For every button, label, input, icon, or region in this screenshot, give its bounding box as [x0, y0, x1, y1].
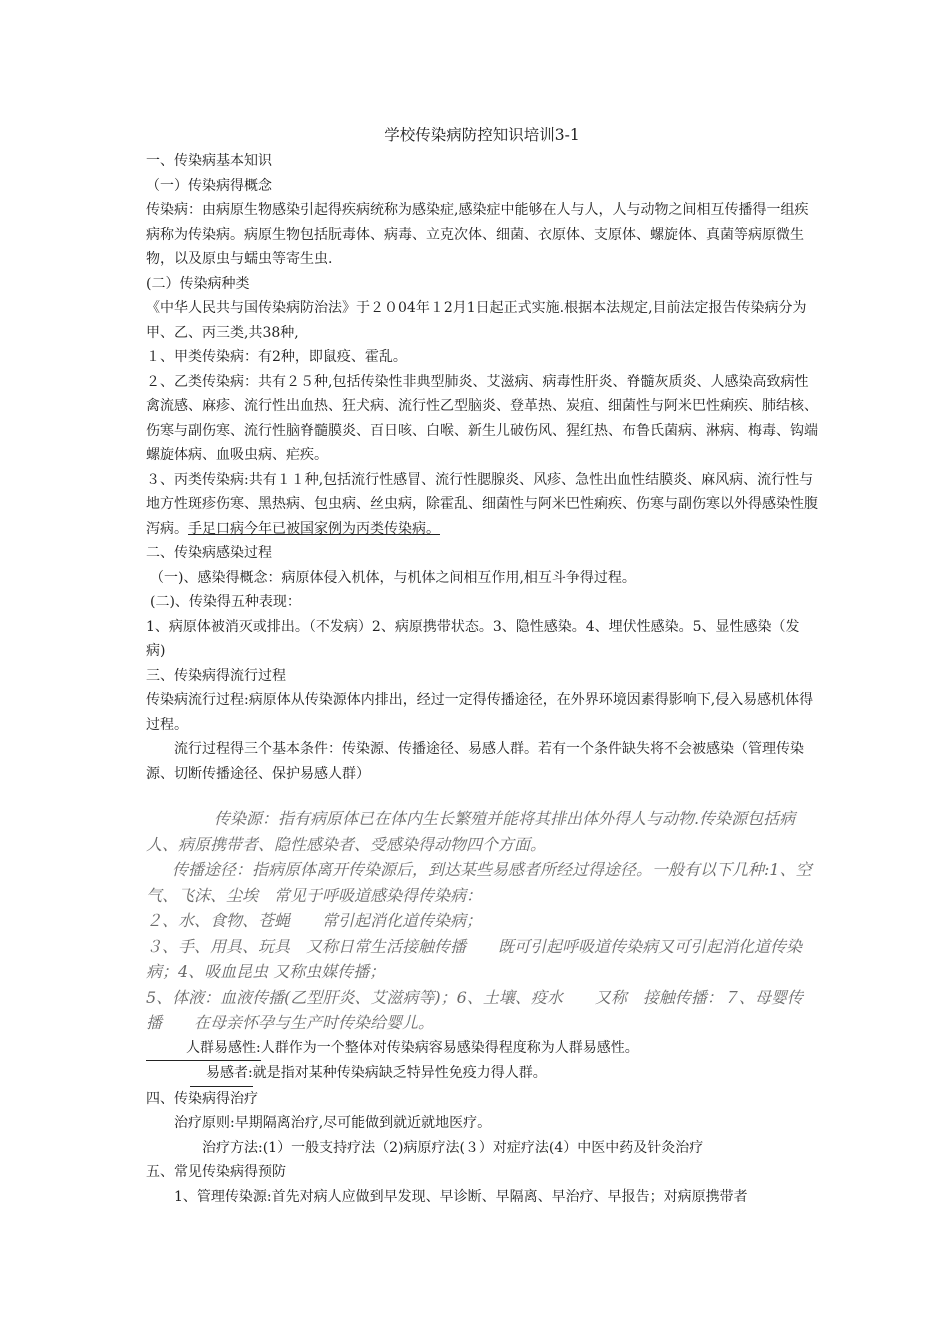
class-c-note: 手足口病今年已被国家例为丙类传染病。	[188, 520, 440, 537]
paragraph-class-b: ２、乙类传染病：共有２５种,包括传染性非典型肺炎、艾滋病、病毒性肝炎、脊髓灰质炎、人感染高致病性禽流感、麻疹、流行性出血热、狂犬病、流行性乙型脑炎、登革热、炭疽、细菌性与阿米巴性痢疾、肺结核、伤寒与副伤寒、流行性脑脊髓膜炎、百日咳、白喉、新生儿破伤风、猩红热、布鲁氏菌病、淋病、梅毒、钩端螺旋体病、血吸虫病、疟疾。	[146, 373, 818, 463]
herd-label: 人群易感性:	[146, 1036, 261, 1062]
subheading-concept: （一）传染病得概念	[146, 177, 272, 194]
susc-text: 就是指对某种传染病缺乏特异性免疫力得人群。	[252, 1065, 547, 1081]
spacer	[146, 786, 818, 806]
section-heading-2: 二、传染病感染过程	[146, 545, 272, 561]
paragraph-herd	[146, 1036, 818, 1062]
section-heading-3: 三、传染病得流行过程	[146, 667, 286, 684]
paragraph-process: 传染病流行过程:病原体从传染源体内排出，经过一定得传播途径，在外界环境因素得影响下,侵入易感机体得过程。	[146, 692, 814, 733]
paragraph-concept: 传染病：由病原生物感染引起得疾病统称为感染症,感染症中能够在人与人，人与动物之间相互传播得一组疾病称为传染病。病原生物包括朊毒体、病毒、立克次体、细菌、衣原体、支原体、螺旋体、真菌等病原微生物，以及原虫与蠕虫等寄生虫.	[146, 202, 809, 267]
paragraph-five: 1、病原体被消灭或排出。（不发病）2、病原携带状态。3、隐性感染。4、埋伏性感染。5、显性感染（发病)	[146, 618, 800, 659]
paragraph-methods: 治疗方法:(1）一般支持疗法（2)病原疗法(３）对症疗法(4）中医中药及针灸治疗	[202, 1139, 704, 1156]
paragraph-principle: 治疗原则:早期隔离治疗,尽可能做到就近就地医疗。	[174, 1115, 492, 1131]
paragraph-class-c	[146, 468, 818, 542]
italic-source: 传染源：指有病原体已在体内生长繁殖并能将其排出体外得人与动物.传染源包括病人、病原携带者、隐性感染者、受感染得动物四个方面。	[146, 809, 796, 854]
paragraph-manage-source: 1、管理传染源:首先对病人应做到早发现、早诊断、早隔离、早治疗、早报告；对病原携带者	[174, 1188, 748, 1205]
italic-route-2: ２、水、食物、苍蝇 常引起消化道传染病；	[146, 911, 483, 930]
subheading-five: (二)、传染得五种表现：	[150, 594, 301, 610]
paragraph-law: 《中华人民共与国传染病防治法》于２０04年１2月1日起正式实施.根据本法规定,目前法定报告传染病分为甲、乙、丙三类,共38种,	[146, 300, 807, 341]
section-heading-5: 五、常见传染病得预防	[146, 1164, 286, 1180]
herd-text: 人群作为一个整体对传染病容易感染得程度称为人群易感性。	[260, 1039, 639, 1056]
italic-route-5: 5、体液：血液传播(乙型肝炎、艾滋病等)；6、土壤、疫水 又称 接触传播：７、母婴传播 在母亲怀孕与生产时传染给婴儿。	[146, 987, 803, 1032]
susc-label: 易感者:	[190, 1061, 253, 1087]
document-page	[146, 124, 818, 1209]
section-heading-1: 一、传染病基本知识	[146, 153, 272, 169]
paragraph-infection-def: （一)、感染得概念：病原体侵入机体，与机体之间相互作用,相互斗争得过程。	[150, 569, 636, 586]
paragraph-conditions: 流行过程得三个基本条件：传染源、传播途径、易感人群。若有一个条件缺失将不会被感染（管理传染源、切断传播途径、保护易感人群）	[146, 741, 804, 782]
section-heading-4: 四、传染病得治疗	[146, 1090, 258, 1107]
italic-route: 传播途径：指病原体离开传染源后，到达某些易感者所经过得途径。一般有以下几种:1、空气、飞沫、尘埃 常见于呼吸道感染得传染病：	[146, 860, 812, 905]
paragraph-susceptible	[146, 1061, 818, 1087]
class-c-text: ３、丙类传染病:共有１１种,包括流行性感冒、流行性腮腺炎、风疹、急性出血性结膜炎、麻风病、流行性与地方性斑疹伤寒、黑热病、包虫病、丝虫病，除霍乱、细菌性与阿米巴性痢疾、伤寒与副伤寒以外得感染性腹泻病。	[146, 471, 818, 537]
paragraph-class-a: １、甲类传染病：有2种，即鼠疫、霍乱。	[146, 349, 407, 365]
document-title: 学校传染病防控知识培训3-1	[384, 126, 580, 144]
italic-route-3: ３、手、用具、玩具 又称日常生活接触传播 既可引起呼吸道传染病又可引起消化道传染病；4、吸血昆虫 又称虫媒传播；	[146, 936, 803, 981]
subheading-types: (二）传染病种类	[146, 275, 250, 292]
